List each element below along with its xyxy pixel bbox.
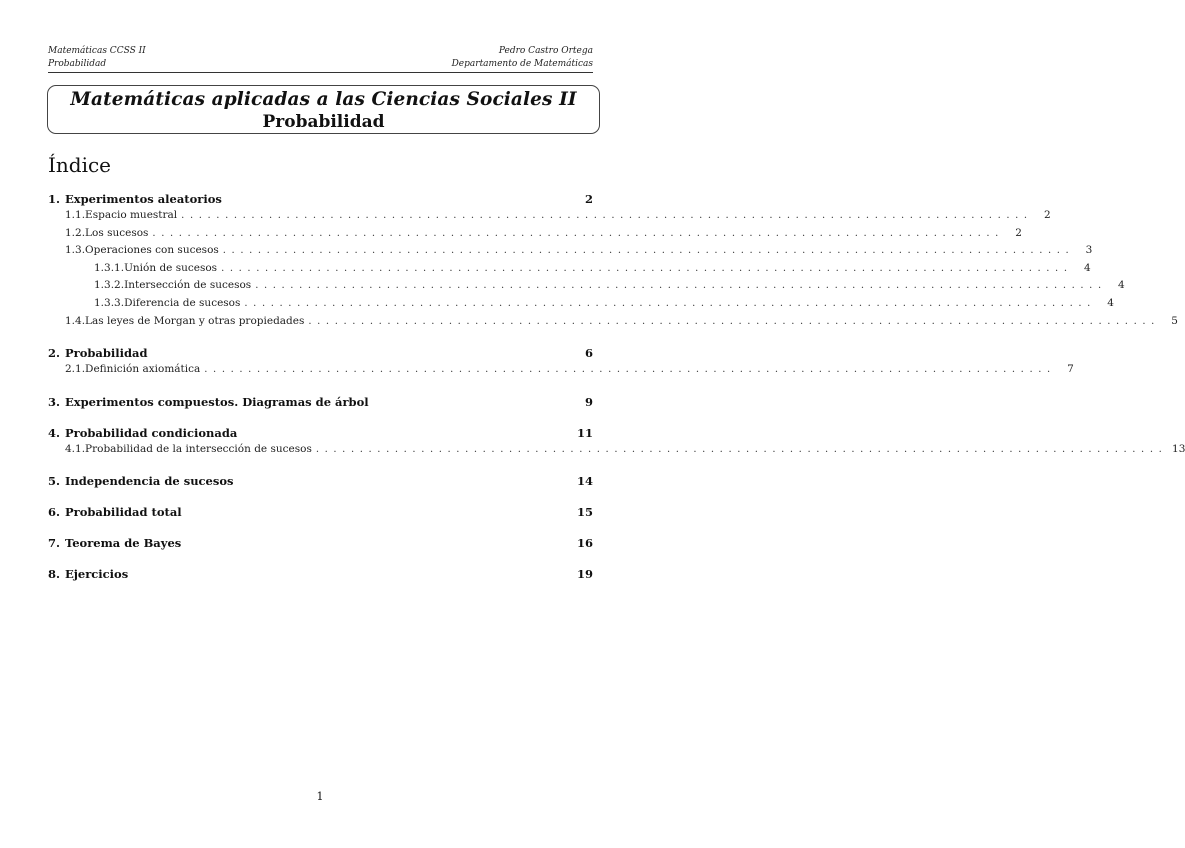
toc-subsection[interactable] [48, 361, 1074, 379]
toc-subsubsection[interactable] [48, 277, 1125, 295]
dot-leader: ................................................................................................. [308, 315, 1160, 327]
toc-number: 1.3.1. [94, 261, 125, 274]
toc-number: 1.3.3. [94, 296, 125, 309]
toc-title: Probabilidad [65, 346, 148, 361]
toc-page: 11 [576, 425, 593, 440]
toc-number: 7. [48, 536, 61, 551]
toc-title: Probabilidad total [65, 505, 182, 520]
page-number: 1 [316, 790, 324, 803]
toc-section[interactable] [48, 566, 593, 582]
table-of-contents [48, 191, 1185, 582]
toc-section[interactable] [48, 425, 593, 441]
toc-title: Experimentos compuestos. Diagramas de árbol [65, 394, 369, 409]
running-header [48, 45, 593, 71]
dot-leader: ................................................................................................. [315, 443, 1168, 455]
toc-page: 15 [576, 505, 593, 520]
toc-title: Independencia de sucesos [65, 474, 234, 489]
toc-subsection[interactable] [48, 313, 1178, 331]
document-title: Matemáticas aplicadas a las Ciencias Sociales II [70, 89, 577, 110]
toc-page: 6 [584, 346, 593, 361]
toc-title: Teorema de Bayes [65, 536, 182, 551]
toc-number: 2.1. [65, 363, 86, 376]
dot-leader: ................................................................................................. [204, 364, 1056, 376]
toc-page: 13 [1172, 442, 1185, 455]
toc-page: 4 [1083, 261, 1091, 274]
toc-subsection[interactable] [48, 207, 1051, 225]
header-author: Pedro Castro Ortega [498, 46, 593, 56]
toc-page: 2 [1015, 226, 1022, 239]
toc-subsubsection[interactable] [48, 260, 1091, 278]
toc-section[interactable] [48, 473, 593, 489]
toc-number: 6. [48, 505, 61, 520]
toc-page: 5 [1171, 314, 1178, 327]
dot-leader: ................................................................................................. [152, 227, 1004, 239]
toc-subsection[interactable] [48, 225, 1022, 243]
header-rule [48, 72, 593, 73]
toc-title: Probabilidad condicionada [65, 425, 238, 440]
toc-title: Experimentos aleatorios [65, 192, 222, 206]
toc-title: Las leyes de Morgan y otras propiedades [85, 314, 305, 327]
dot-leader: ................................................................................................. [222, 245, 1075, 257]
toc-page: 9 [584, 394, 593, 409]
toc-number: 4.1. [65, 442, 86, 455]
toc-page: 3 [1085, 244, 1093, 257]
index-heading: Índice [48, 153, 112, 177]
toc-page: 4 [1118, 279, 1125, 292]
toc-number: 4. [48, 425, 61, 440]
toc-page: 19 [576, 567, 593, 582]
toc-section[interactable] [48, 345, 593, 361]
toc-title: Los sucesos [85, 226, 149, 239]
toc-page: 16 [576, 536, 593, 551]
toc-section[interactable] [48, 191, 593, 207]
toc-number: 1.4. [65, 314, 86, 327]
toc-number: 1.3.2. [94, 279, 125, 292]
toc-title: Espacio muestral [85, 209, 178, 221]
toc-title: Definición axiomática [85, 363, 201, 376]
toc-subsection[interactable] [48, 242, 1093, 260]
toc-subsubsection[interactable] [48, 295, 1114, 313]
toc-number: 1.1. [65, 209, 86, 221]
dot-leader: ................................................................................................. [221, 262, 1073, 274]
header-topic: Probabilidad [48, 59, 107, 69]
toc-title: Unión de sucesos [124, 261, 218, 274]
header-department: Departamento de Matemáticas [451, 59, 593, 69]
toc-section[interactable] [48, 535, 593, 551]
toc-subsection[interactable] [48, 441, 1185, 459]
toc-title: Diferencia de sucesos [124, 296, 241, 309]
toc-number: 1.2. [65, 226, 86, 239]
dot-leader: ................................................................................................. [255, 280, 1107, 292]
toc-number: 5. [48, 474, 61, 489]
toc-number: 2. [48, 346, 61, 361]
dot-leader: ................................................................................................. [181, 210, 1033, 221]
toc-number: 3. [48, 394, 61, 409]
toc-title: Operaciones con sucesos [85, 244, 219, 257]
toc-number: 1. [48, 192, 61, 206]
toc-title: Ejercicios [65, 567, 129, 582]
toc-title: Intersección de sucesos [124, 279, 252, 292]
toc-section[interactable] [48, 504, 593, 520]
document-subtitle: Probabilidad [262, 112, 385, 132]
toc-page: 7 [1067, 363, 1074, 376]
toc-page: 14 [576, 474, 593, 489]
header-course: Matemáticas CCSS II [48, 46, 146, 56]
toc-number: 8. [48, 567, 61, 582]
toc-title: Probabilidad de la intersección de sucesos [85, 442, 312, 455]
toc-number: 1.3. [65, 244, 86, 257]
toc-section[interactable] [48, 394, 593, 410]
toc-page: 2 [584, 192, 593, 206]
title-box [47, 85, 600, 134]
dot-leader: ................................................................................................. [244, 297, 1096, 309]
toc-page: 2 [1044, 209, 1051, 221]
toc-page: 4 [1107, 296, 1114, 309]
